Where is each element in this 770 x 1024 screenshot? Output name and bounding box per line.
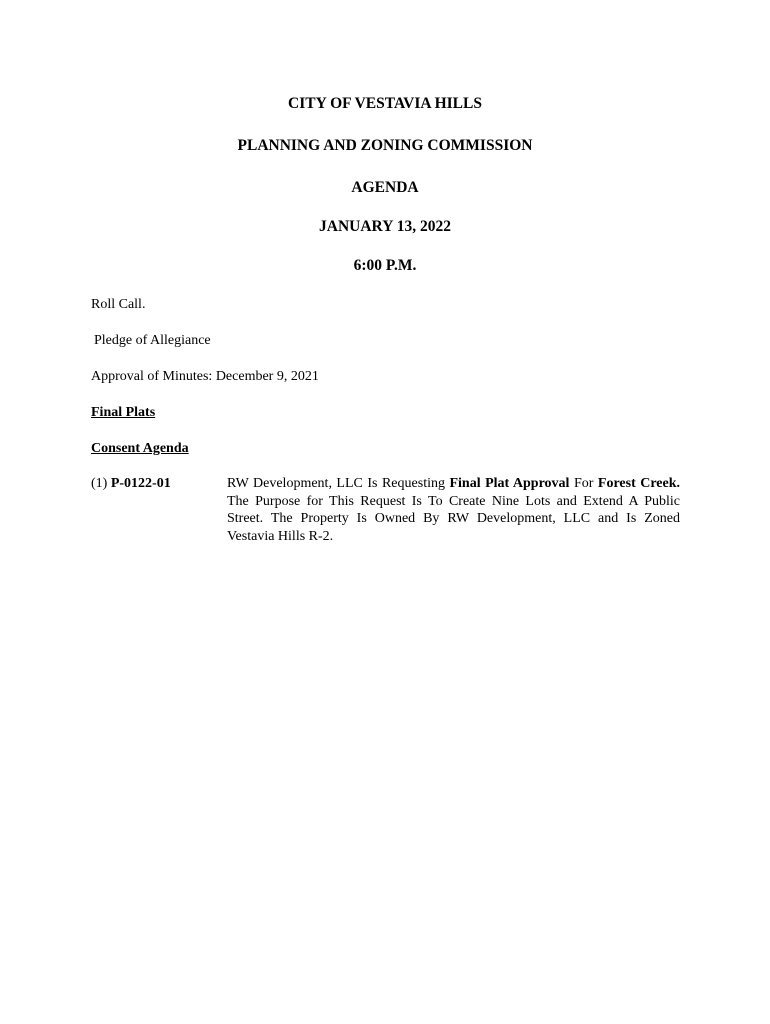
city-title: CITY OF VESTAVIA HILLS xyxy=(288,95,482,112)
meeting-time: 6:00 P.M. xyxy=(353,257,417,274)
case-id: P-0122-01 xyxy=(110,476,171,491)
approval-of-minutes: Approval of Minutes: December 9, 2021 xyxy=(91,369,319,384)
case-description xyxy=(227,475,680,545)
case-number xyxy=(91,475,171,492)
case-desc-bold1: Final Plat Approval xyxy=(449,476,570,491)
case-number-prefix: (1) xyxy=(91,476,111,491)
pledge-of-allegiance: Pledge of Allegiance xyxy=(94,333,211,348)
agenda-title: AGENDA xyxy=(351,179,419,196)
case-desc-part3: The Purpose for This Request Is To Create Nine Lots and Extend A Public Street. The Property Is Owned By RW Development, LLC and Is Zoned Vestavia Hills R-2. xyxy=(227,493,680,544)
commission-title: PLANNING AND ZONING COMMISSION xyxy=(237,137,533,154)
case-desc-part2: For xyxy=(569,476,598,491)
case-desc-part1: RW Development, LLC Is Requesting xyxy=(227,476,450,491)
case-desc-bold2: Forest Creek. xyxy=(597,476,681,491)
final-plats-heading: Final Plats xyxy=(91,405,156,420)
roll-call: Roll Call. xyxy=(91,297,146,312)
consent-agenda-heading: Consent Agenda xyxy=(91,441,189,456)
meeting-date: JANUARY 13, 2022 xyxy=(319,218,451,235)
